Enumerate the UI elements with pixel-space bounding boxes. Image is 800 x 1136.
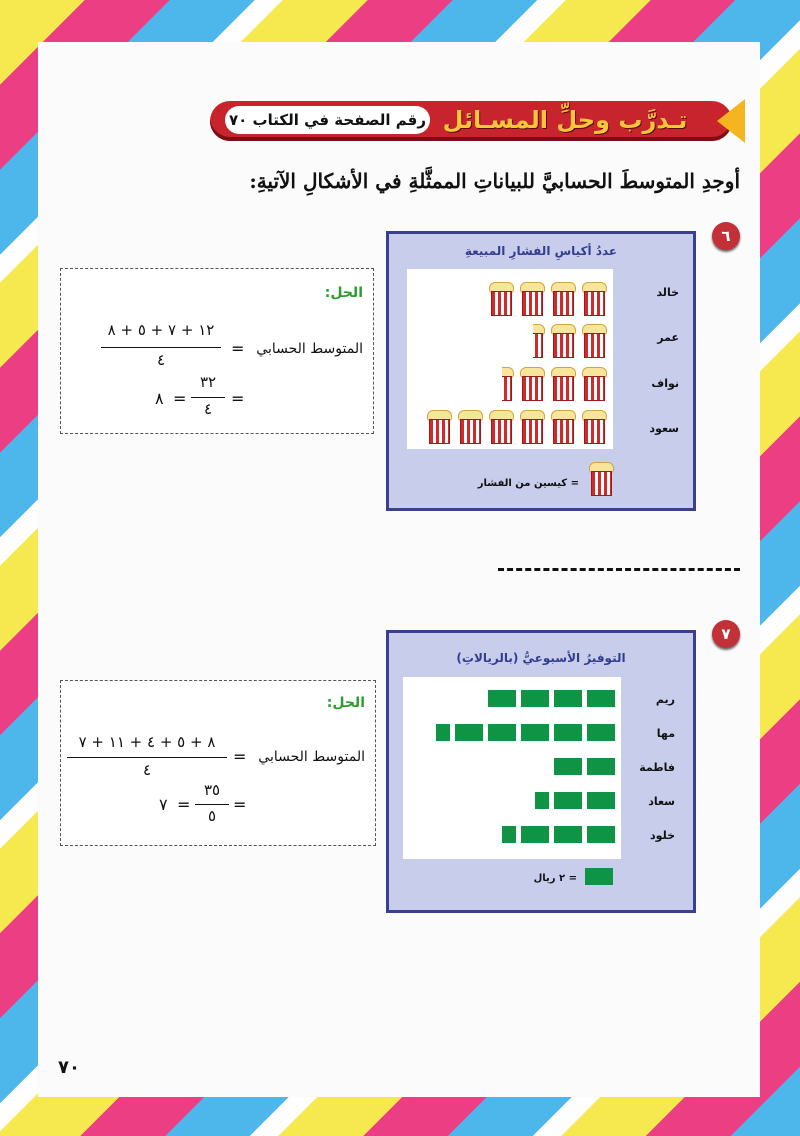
equals-sign: = xyxy=(173,389,187,408)
savings-half-rect xyxy=(436,724,450,741)
row-label-maha: مها xyxy=(656,727,675,740)
popcorn-half-icon xyxy=(502,367,515,401)
mean-label: المتوسط الحسابي xyxy=(256,341,363,357)
solution-box-6 xyxy=(60,268,374,434)
instruction-text: أوجدِ المتوسطَ الحسابيَّ للبياناتِ الممثَّلةِ في الأشكالِ الآتيةِ: xyxy=(249,169,740,193)
popcorn-icon xyxy=(489,410,514,444)
popcorn-pictograph xyxy=(386,231,696,511)
equals-sign: = xyxy=(231,339,245,358)
problem-6-number: ٦ xyxy=(712,222,740,250)
popcorn-icon xyxy=(551,410,576,444)
equals-sign: = xyxy=(233,795,247,814)
banner-title: تـدرَّب وحلِّ المسـائل xyxy=(442,106,688,134)
popcorn-icon xyxy=(551,367,576,401)
popcorn-icon xyxy=(520,410,545,444)
savings-rect xyxy=(587,792,615,809)
mean-result: ٧ xyxy=(159,795,168,814)
banner-arrow-icon xyxy=(717,99,745,143)
savings-rect xyxy=(587,758,615,775)
sum-numerator: ٨ + ٥ + ٤ + ١١ + ٧ xyxy=(78,733,216,751)
savings-rect xyxy=(587,724,615,741)
savings-figure-title: التوفيرُ الأسبوعيُّ (بالريالاتِ) xyxy=(456,651,626,665)
popcorn-half-icon xyxy=(533,324,546,358)
popcorn-icon xyxy=(427,410,452,444)
problem-7-number: ٧ xyxy=(712,620,740,648)
savings-rect xyxy=(554,758,582,775)
equals-sign: = xyxy=(177,795,191,814)
popcorn-icon xyxy=(551,282,576,316)
savings-half-rect xyxy=(535,792,549,809)
row-label-fatima: فاطمة xyxy=(639,761,675,774)
popcorn-figure-title: عددُ أكياسِ الفشارِ المبيعةِ xyxy=(464,244,618,258)
solution-box-7 xyxy=(60,680,376,846)
popcorn-legend-text: = كيسين من الفشار xyxy=(477,478,579,489)
count-denominator: ٤ xyxy=(156,351,166,369)
row-label-khaled: خالد xyxy=(656,286,679,299)
savings-rect xyxy=(488,724,516,741)
row-label-suad: سعاد xyxy=(648,795,675,808)
fraction-bar xyxy=(195,804,229,805)
count-denominator: ٤ xyxy=(142,761,152,779)
fraction-bar xyxy=(67,757,227,758)
mean-label: المتوسط الحسابي xyxy=(258,749,365,765)
savings-rect xyxy=(521,826,549,843)
solution-label: الحل: xyxy=(326,695,365,711)
savings-rect xyxy=(587,690,615,707)
popcorn-icon xyxy=(520,367,545,401)
popcorn-icon xyxy=(582,282,607,316)
popcorn-icon xyxy=(520,282,545,316)
equals-sign: = xyxy=(233,747,247,766)
savings-pictograph xyxy=(386,630,696,913)
sum-numerator: ١٢ + ٧ + ٥ + ٨ xyxy=(107,321,215,339)
popcorn-icon xyxy=(489,282,514,316)
savings-rect xyxy=(554,826,582,843)
popcorn-plot-area xyxy=(407,269,613,449)
book-page-reference: رقم الصفحة في الكتاب ٧٠ xyxy=(225,106,430,134)
savings-plot-area xyxy=(403,677,621,859)
row-label-nawaf: نواف xyxy=(651,377,679,390)
total-numerator: ٣٢ xyxy=(199,373,217,391)
total-numerator: ٣٥ xyxy=(203,781,221,799)
popcorn-icon xyxy=(551,324,576,358)
savings-rect xyxy=(587,826,615,843)
savings-rect xyxy=(554,792,582,809)
savings-rect xyxy=(554,724,582,741)
popcorn-icon xyxy=(582,410,607,444)
savings-rect xyxy=(455,724,483,741)
equals-sign: = xyxy=(231,389,245,408)
section-divider xyxy=(498,568,740,571)
row-label-khulood: خلود xyxy=(650,829,675,842)
popcorn-icon xyxy=(458,410,483,444)
popcorn-legend-icon xyxy=(589,462,614,496)
row-label-omar: عمر xyxy=(657,331,679,344)
popcorn-icon xyxy=(582,324,607,358)
mean-result: ٨ xyxy=(155,389,164,408)
total-denominator: ٥ xyxy=(207,807,217,825)
fraction-bar xyxy=(101,347,221,348)
savings-rect xyxy=(554,690,582,707)
fraction-bar xyxy=(191,397,225,398)
savings-rect xyxy=(521,724,549,741)
popcorn-icon xyxy=(582,367,607,401)
savings-half-rect xyxy=(502,826,516,843)
page-number: ٧٠ xyxy=(58,1057,80,1078)
row-label-reem: ريم xyxy=(655,693,675,706)
savings-rect xyxy=(488,690,516,707)
savings-rect xyxy=(521,690,549,707)
savings-legend-icon xyxy=(585,868,613,885)
solution-label: الحل: xyxy=(324,285,363,301)
savings-legend-text: = ٢ ريال xyxy=(533,873,577,884)
total-denominator: ٤ xyxy=(203,400,213,418)
row-label-saud: سعود xyxy=(649,422,679,435)
